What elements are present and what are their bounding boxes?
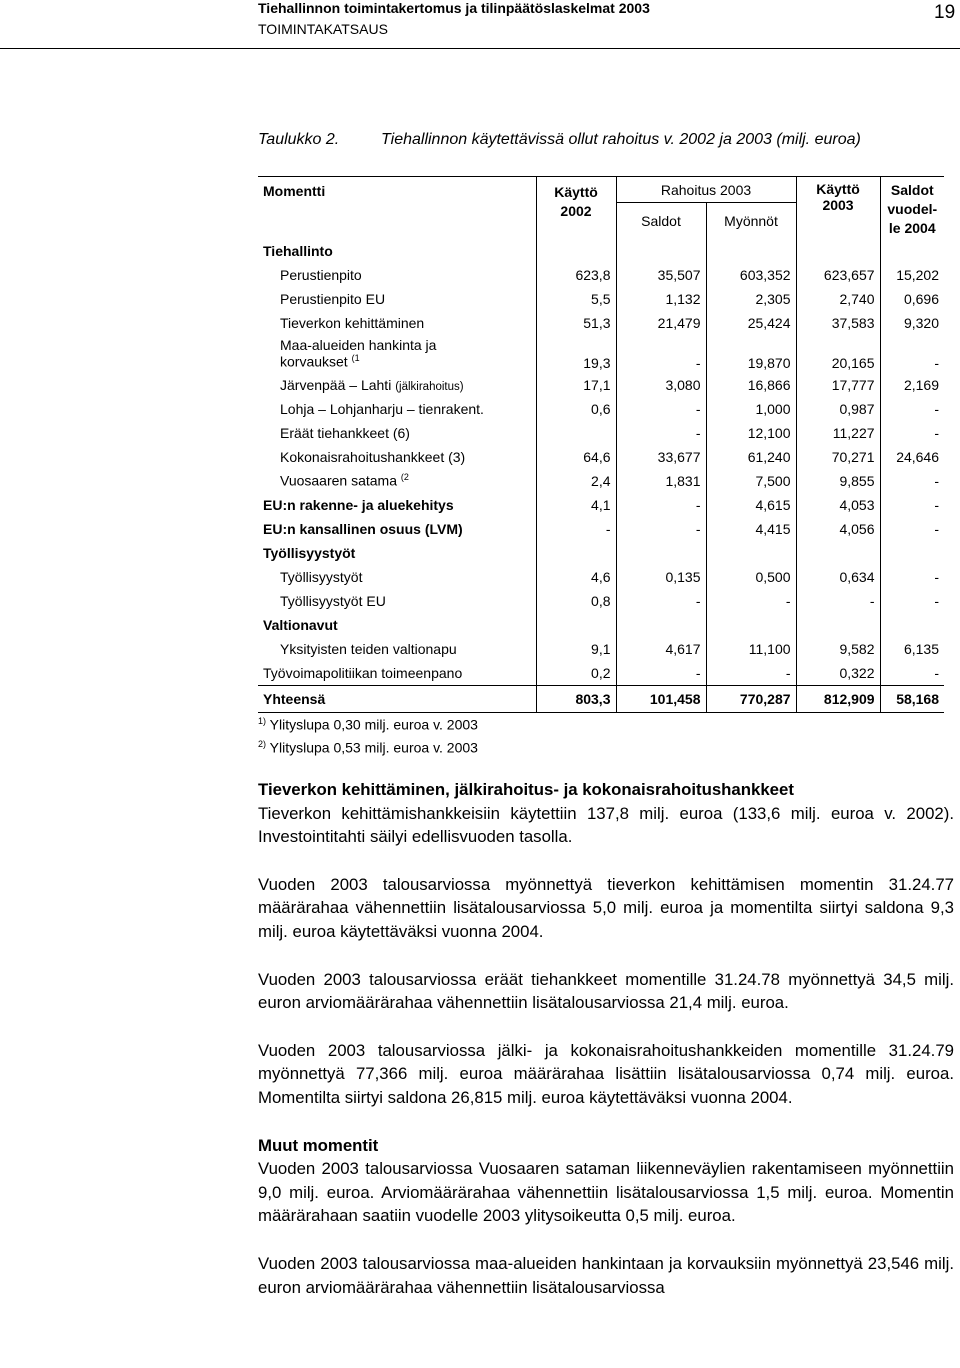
cell-value: 1,831	[616, 469, 706, 493]
cell-value: 9,855	[796, 469, 880, 493]
cell-value: 603,352	[706, 263, 796, 287]
cell-value: 0,8	[536, 589, 616, 613]
cell-value: 0,6	[536, 397, 616, 421]
cell-value	[536, 613, 616, 637]
row-label-text: Työllisyystyöt EU	[280, 592, 386, 609]
table-row	[258, 469, 944, 493]
page-header	[0, 0, 960, 49]
footnote-mark: 2)	[258, 738, 267, 749]
cell-value: 11,100	[706, 637, 796, 661]
row-label	[258, 661, 536, 686]
footnote-text: Ylityslupa 0,30 milj. euroa v. 2003	[266, 716, 478, 733]
cell-value: 0,322	[796, 661, 880, 686]
cell-value: 5,5	[536, 287, 616, 311]
footnote-mark: 1)	[258, 716, 267, 726]
paragraph: Vuoden 2003 talousarviossa maa-alueiden hankintaan ja korvauksiin myönnettyä 23,546 milj. euron arviomäärärahaa vähennettiin lisätalousarviossa	[258, 1253, 954, 1297]
cell-value: 2,169	[903, 376, 940, 393]
cell-value: 70,271	[796, 445, 880, 469]
table-total-row	[258, 685, 944, 712]
row-label	[258, 311, 536, 335]
cell-value: 0,2	[536, 661, 616, 686]
table-row	[258, 517, 944, 541]
cell-value: 7,500	[706, 469, 796, 493]
table-row	[258, 421, 944, 445]
cell-value: 0,696	[903, 290, 940, 307]
table-row	[258, 637, 944, 661]
cell-value: -	[616, 421, 706, 445]
row-label	[258, 287, 536, 311]
cell-value: 37,583	[796, 311, 880, 335]
row-label-note: (jälkirahoitus)	[395, 380, 464, 393]
col-header-kaytto-2003-b: 2003	[822, 197, 854, 213]
cell-value: 0,135	[616, 565, 706, 589]
row-label-text: Lohja – Lohjanharju – tienrakent.	[280, 400, 484, 417]
cell-value: -	[796, 589, 880, 613]
cell-value: 64,6	[536, 445, 616, 469]
col-header-saldot-vuodelle	[880, 177, 944, 239]
cell-value: -	[934, 568, 940, 585]
row-label-text-2: korvaukset	[280, 353, 352, 370]
table-row	[258, 613, 944, 637]
cell-value: 17,1	[536, 373, 616, 397]
cell-value: 61,240	[706, 445, 796, 469]
row-label	[258, 565, 536, 589]
cell-value: 623,657	[796, 263, 880, 287]
cell-value: 4,1	[536, 493, 616, 517]
row-label-text: Valtionavut	[263, 616, 338, 633]
footnote-1	[258, 712, 478, 735]
row-label-text: Perustienpito	[280, 266, 362, 283]
cell-value: -	[934, 496, 940, 513]
paragraph: Vuoden 2003 talousarviossa eräät tiehankkeet momentille 31.24.78 myönnettyä 34,5 milj. euron arviomäärärahaa vähennettiin lisätalousarviossa 21,4 milj. euroa.	[258, 969, 954, 1013]
cell-value	[796, 541, 880, 565]
row-label-text: EU:n kansallinen osuus (LVM)	[263, 520, 463, 537]
row-label	[258, 263, 536, 287]
col-header-myonnot: Myönnöt	[706, 203, 796, 239]
cell-value: 51,3	[536, 311, 616, 335]
row-label	[258, 469, 536, 493]
cell-value: -	[934, 520, 940, 537]
cell-value	[616, 239, 706, 263]
footnote-2	[258, 735, 478, 758]
cell-value: 11,227	[796, 421, 880, 445]
cell-value	[796, 239, 880, 263]
cell-value: -	[616, 397, 706, 421]
table-row	[258, 311, 944, 335]
header-subtitle: TOIMINTAKATSAUS	[258, 21, 388, 37]
row-label-text: Maa-alueiden hankinta ja	[280, 337, 437, 354]
cell-value: 4,053	[796, 493, 880, 517]
row-label	[258, 373, 536, 397]
table-caption-label: Taulukko 2.	[258, 131, 340, 148]
table-row	[258, 565, 944, 589]
cell-value: 1,132	[616, 287, 706, 311]
paragraph: Tieverkon kehittämishankkeisiin käytettiin 137,8 milj. euroa (133,6 milj. euroa v. 2002). Investointitahti säilyi edellisvuoden tasolla.	[258, 803, 954, 847]
table-row	[258, 661, 944, 686]
cell-value: -	[706, 589, 796, 613]
cell-value: 4,6	[536, 565, 616, 589]
page-number: 19	[934, 2, 956, 23]
cell-value	[796, 613, 880, 637]
table-row	[258, 541, 944, 565]
cell-value: -	[934, 592, 940, 609]
table-row	[258, 589, 944, 613]
table-row	[258, 373, 944, 397]
col-header-2002: 2002	[536, 203, 616, 239]
row-label-text: Eräät tiehankkeet (6)	[280, 424, 410, 441]
row-label	[258, 421, 536, 445]
cell-value: 4,056	[796, 517, 880, 541]
section-heading: Tieverkon kehittäminen, jälkirahoitus- ja kokonaisrahoitushankkeet	[258, 780, 794, 799]
cell-value: -	[616, 493, 706, 517]
row-label-text: Perustienpito EU	[280, 290, 386, 307]
col-header-saldot-vuodelle-c: le 2004	[888, 220, 936, 236]
cell-value: -	[536, 517, 616, 541]
cell-value: -	[616, 589, 706, 613]
paragraph: Vuoden 2003 talousarviossa myönnettyä tieverkon kehittämisen momentin 31.24.77 määrärahaa vähennettiin lisätalousarviossa 5,0 milj. euroa ja momentilta siirtyi saldona 9,3 milj. euroa käytettäväksi vuonna 2004.	[258, 874, 954, 941]
cell-value: -	[934, 472, 940, 489]
cell-value: 2,4	[536, 469, 616, 493]
total-value: 803,3	[536, 685, 616, 712]
col-header-saldot-vuodelle-a: Saldot	[890, 182, 934, 198]
cell-value	[706, 541, 796, 565]
cell-value: -	[934, 424, 940, 441]
table-body	[258, 239, 944, 686]
col-header-kaytto-2003	[796, 177, 880, 239]
row-label	[258, 637, 536, 661]
header-title: Tiehallinnon toimintakertomus ja tilinpäätöslaskelmat 2003	[258, 0, 650, 16]
table-row	[258, 287, 944, 311]
cell-value: 15,202	[896, 266, 940, 283]
cell-value: 0,500	[706, 565, 796, 589]
col-header-kaytto-2002: Käyttö	[536, 177, 616, 203]
col-header-momentti: Momentti	[258, 177, 536, 239]
col-header-saldot: Saldot	[616, 203, 706, 239]
row-label-text: Vuosaaren satama	[280, 472, 401, 489]
cell-value: 9,1	[536, 637, 616, 661]
cell-value: 4,615	[706, 493, 796, 517]
cell-value: 33,677	[616, 445, 706, 469]
cell-value	[616, 613, 706, 637]
total-value: 812,909	[796, 685, 880, 712]
row-label	[258, 613, 536, 637]
cell-value	[536, 541, 616, 565]
cell-value: 3,080	[616, 373, 706, 397]
row-footnote-mark: (1	[351, 353, 360, 364]
row-label	[258, 445, 536, 469]
row-label	[258, 493, 536, 517]
section-heading: Muut momentit	[258, 1135, 379, 1155]
cell-value	[536, 421, 616, 445]
cell-value: 0,634	[796, 565, 880, 589]
col-header-rahoitus: Rahoitus 2003	[616, 177, 796, 203]
table-footnotes	[258, 712, 478, 757]
table-row	[258, 445, 944, 469]
row-label-text: Työllisyystyöt	[280, 568, 363, 585]
table-row	[258, 263, 944, 287]
row-label-text: EU:n rakenne- ja aluekehitys	[263, 496, 454, 513]
table-row	[258, 239, 944, 263]
row-label	[258, 335, 536, 373]
cell-value	[536, 239, 616, 263]
cell-value: 25,424	[706, 311, 796, 335]
table-row	[258, 335, 944, 373]
cell-value	[880, 541, 944, 565]
cell-value: 24,646	[896, 448, 940, 465]
row-footnote-mark: (2	[400, 472, 409, 483]
total-label: Yhteensä	[258, 685, 536, 712]
footnote-text: Ylityslupa 0,53 milj. euroa v. 2003	[266, 739, 478, 756]
row-label-text: Tieverkon kehittäminen	[280, 314, 425, 331]
paragraph: Vuoden 2003 talousarviossa Vuosaaren sataman liikenneväylien rakentamiseen myönnettiin 9,0 milj. euroa. Arviomäärärahaa vähennettiin lisätalousarviossa 1,5 milj. euroa. Momentin määrärahaan saatiin vuodelle 2003 ylitysoikeutta 0,5 milj. euroa.	[258, 1159, 954, 1226]
cell-value	[880, 613, 944, 637]
cell-value: 4,415	[706, 517, 796, 541]
cell-value: -	[934, 400, 940, 417]
cell-value: 35,507	[616, 263, 706, 287]
body-text	[258, 778, 954, 1299]
table-row	[258, 493, 944, 517]
cell-value: -	[616, 335, 706, 373]
row-label	[258, 397, 536, 421]
cell-value: 6,135	[903, 640, 940, 657]
row-label-text: Työvoimapolitiikan toimeenpano	[263, 664, 463, 681]
total-value: 770,287	[706, 685, 796, 712]
total-value: 58,168	[880, 685, 944, 712]
cell-value: 9,582	[796, 637, 880, 661]
cell-value: 21,479	[616, 311, 706, 335]
row-label-text: Työllisyystyöt	[263, 544, 356, 561]
cell-value: 16,866	[706, 373, 796, 397]
cell-value	[706, 613, 796, 637]
cell-value: 19,870	[706, 335, 796, 373]
row-label	[258, 517, 536, 541]
cell-value: 20,165	[796, 335, 880, 373]
paragraph: Vuoden 2003 talousarviossa jälki- ja kokonaisrahoitushankkeiden momentille 31.24.79 myönnettyä 77,366 milj. euroa määrärahaa lisättiin lisätalousarviossa 0,74 milj. euroa. Momentilta siirtyi saldona 26,815 milj. euroa käytettäväksi vuonna 2004.	[258, 1040, 954, 1107]
row-label	[258, 589, 536, 613]
row-label-text: Järvenpää – Lahti	[280, 376, 392, 393]
total-value: 101,458	[616, 685, 706, 712]
row-label	[258, 541, 536, 565]
col-header-saldot-vuodelle-b: vuodel-	[887, 201, 938, 217]
cell-value	[880, 239, 944, 263]
cell-value: 17,777	[796, 373, 880, 397]
row-label-text: Yksityisten teiden valtionapu	[280, 640, 457, 657]
table-row	[258, 397, 944, 421]
cell-value: 4,617	[616, 637, 706, 661]
cell-value	[616, 541, 706, 565]
cell-value: -	[934, 664, 940, 681]
funding-table	[258, 176, 944, 713]
cell-value: -	[706, 661, 796, 686]
cell-value: -	[616, 661, 706, 686]
cell-value: 12,100	[706, 421, 796, 445]
row-label-text: Kokonaisrahoitushankkeet (3)	[280, 448, 466, 465]
cell-value: 0,987	[796, 397, 880, 421]
cell-value: 623,8	[536, 263, 616, 287]
cell-value: 2,740	[796, 287, 880, 311]
table-caption-title: Tiehallinnon käytettävissä ollut rahoitus v. 2002 ja 2003 (milj. euroa)	[381, 131, 861, 148]
col-header-kaytto-2003-a: Käyttö	[816, 181, 860, 197]
row-label-text: Tiehallinto	[263, 242, 333, 259]
cell-value: -	[616, 517, 706, 541]
cell-value: 2,305	[706, 287, 796, 311]
cell-value: 19,3	[536, 335, 616, 373]
row-label	[258, 239, 536, 263]
cell-value	[706, 239, 796, 263]
cell-value: 1,000	[706, 397, 796, 421]
cell-value: 9,320	[903, 314, 940, 331]
cell-value: -	[934, 354, 940, 371]
